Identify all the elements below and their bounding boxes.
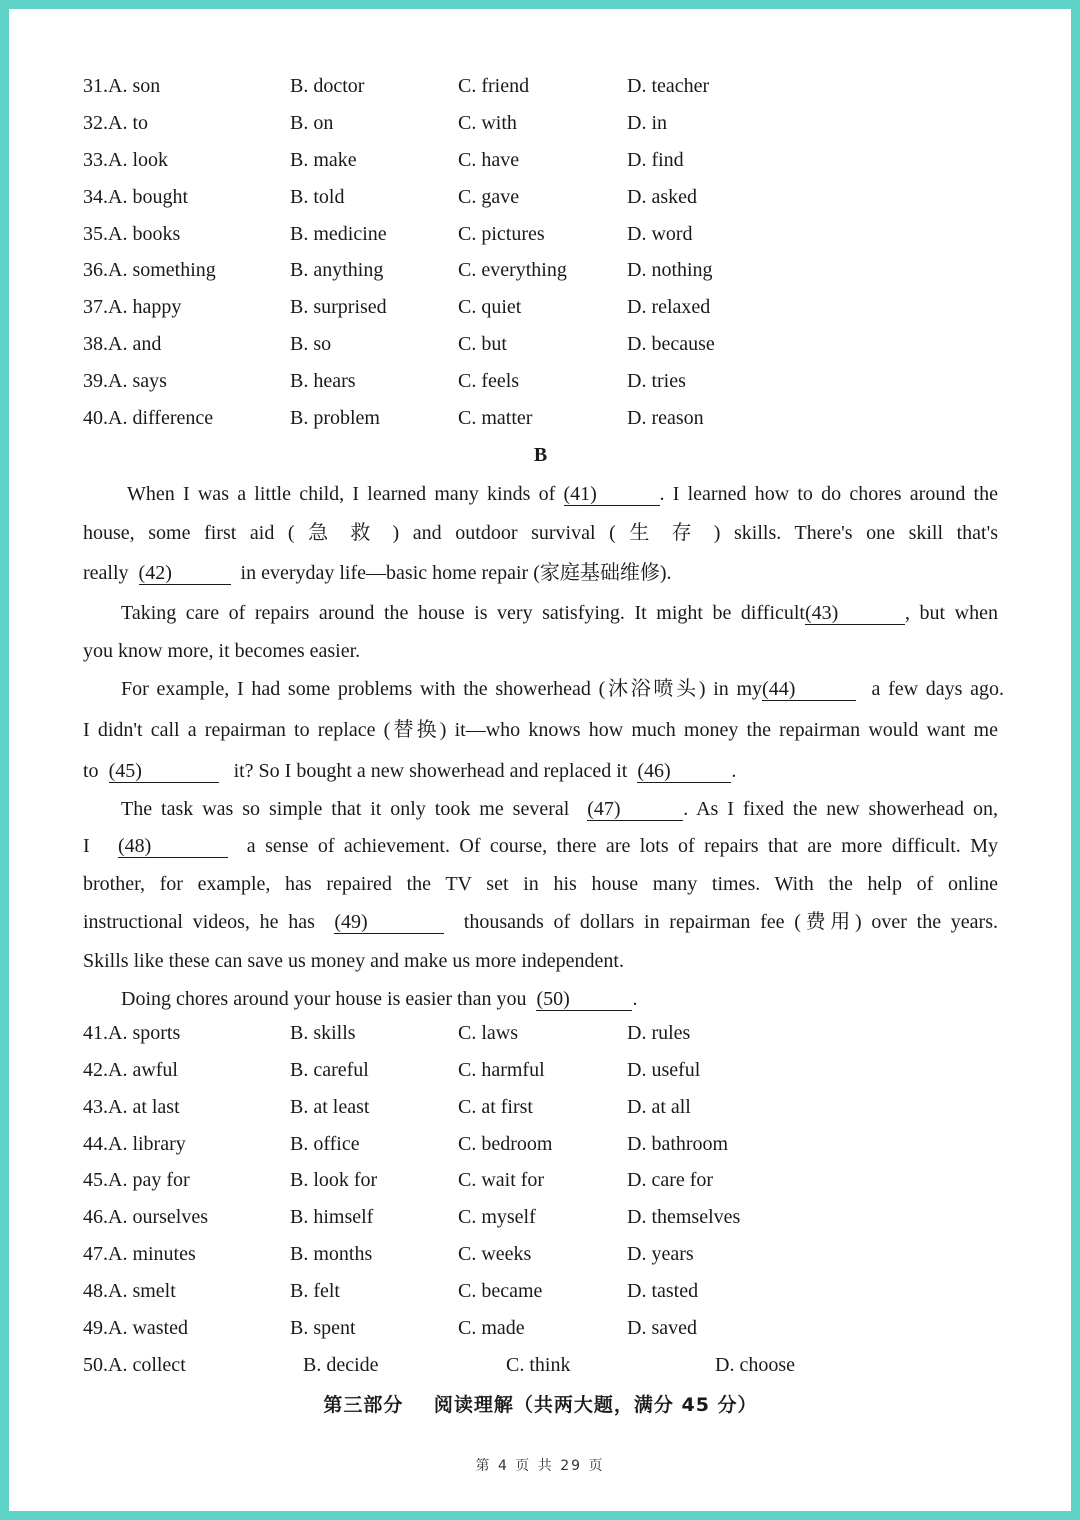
option-c: C. everything xyxy=(458,259,567,282)
option-c: C. at first xyxy=(458,1095,533,1118)
option-a: 47.A. minutes xyxy=(83,1243,196,1266)
option-row-39 xyxy=(83,365,998,402)
option-a: 44.A. library xyxy=(83,1132,186,1155)
passage-line: really (42) in everyday life—basic home repair (家庭基础维修). xyxy=(83,561,672,584)
option-c: C. quiet xyxy=(458,296,522,319)
option-c: C. with xyxy=(458,111,517,134)
option-b: B. himself xyxy=(290,1206,374,1229)
option-b: B. doctor xyxy=(290,75,365,97)
blank-43: (43) xyxy=(805,602,905,625)
option-row-48 xyxy=(83,1275,998,1312)
exam-page xyxy=(83,70,1005,1386)
option-b: B. spent xyxy=(290,1317,356,1340)
option-b: B. months xyxy=(290,1243,373,1266)
option-d: D. teacher xyxy=(627,75,710,97)
passage-line: house, some first aid ( 急 救 ) and outdoor survival ( 生 存 ) skills. There's one skill that's xyxy=(83,521,998,544)
option-b: B. careful xyxy=(290,1058,369,1081)
blank-49: (49) xyxy=(334,911,444,934)
option-c: C. gave xyxy=(458,185,520,208)
option-c: C. think xyxy=(506,1353,571,1376)
option-row-50 xyxy=(83,1349,998,1386)
option-a: 35.A. books xyxy=(83,222,181,245)
option-d: D. at all xyxy=(627,1095,691,1118)
option-b: B. surprised xyxy=(290,296,387,319)
option-row-36 xyxy=(83,254,998,291)
option-a: 39.A. says xyxy=(83,370,167,393)
option-c: C. harmful xyxy=(458,1058,545,1081)
option-a: 36.A. something xyxy=(83,259,216,282)
option-c: C. have xyxy=(458,148,520,171)
option-c: C. but xyxy=(458,333,507,356)
option-a: 43.A. at last xyxy=(83,1095,180,1118)
passage-line: I (48) a sense of achievement. Of course, there are lots of repairs that are more difficult. My xyxy=(83,834,998,857)
option-row-45 xyxy=(83,1164,998,1201)
passage-line: Skills like these can save us money and make us more independent. xyxy=(83,949,624,972)
option-d: D. relaxed xyxy=(627,296,711,319)
option-d: D. reason xyxy=(627,407,704,430)
option-c: C. friend xyxy=(458,75,530,97)
option-d: D. in xyxy=(627,111,667,134)
option-d: D. tasted xyxy=(627,1280,699,1303)
options-31-40 xyxy=(83,70,998,439)
option-row-38 xyxy=(83,328,998,365)
option-row-37 xyxy=(83,291,998,328)
option-b: B. look for xyxy=(290,1169,378,1192)
page-footer: 第 4 页 共 29 页 xyxy=(475,1458,605,1474)
option-a: 34.A. bought xyxy=(83,185,188,208)
option-c: C. made xyxy=(458,1317,525,1340)
option-b: B. office xyxy=(290,1132,360,1155)
option-d: D. tries xyxy=(627,370,686,393)
option-b: B. medicine xyxy=(290,222,387,245)
option-d: D. saved xyxy=(627,1317,697,1340)
section-b-title: B xyxy=(533,443,548,466)
passage xyxy=(83,475,1005,1017)
blank-47: (47) xyxy=(587,798,683,821)
option-b: B. decide xyxy=(303,1353,379,1376)
option-row-31 xyxy=(83,70,998,107)
option-b: B. on xyxy=(290,111,334,134)
option-b: B. so xyxy=(290,333,332,356)
passage-line: to (45) it? So I bought a new showerhead and replaced it (46) . xyxy=(83,759,737,782)
blank-44: (44) xyxy=(762,678,856,701)
option-c: C. wait for xyxy=(458,1169,545,1192)
option-a: 41.A. sports xyxy=(83,1021,181,1044)
option-d: D. choose xyxy=(715,1353,795,1376)
passage-line: instructional videos, he has (49) thousands of dollars in repairman fee (费用) over the years. xyxy=(83,910,998,933)
option-row-41 xyxy=(83,1017,998,1054)
passage-line: brother, for example, has repaired the TV set in his house many times. With the help of online xyxy=(83,872,998,895)
option-c: C. became xyxy=(458,1280,543,1303)
option-row-34 xyxy=(83,181,998,218)
passage-line: The task was so simple that it only took me several (47) . As I fixed the new showerhead on, xyxy=(121,797,999,820)
options-41-50 xyxy=(83,1017,998,1386)
blank-41: (41) xyxy=(564,483,660,506)
passage-line: Doing chores around your house is easier than you (50) . xyxy=(121,987,638,1010)
option-d: D. asked xyxy=(627,185,697,208)
option-b: B. make xyxy=(290,148,357,171)
blank-48: (48) xyxy=(118,835,228,858)
option-d: D. years xyxy=(627,1243,694,1266)
option-b: B. anything xyxy=(290,259,384,282)
option-row-44 xyxy=(83,1128,998,1165)
option-row-47 xyxy=(83,1238,998,1275)
option-c: C. feels xyxy=(458,370,520,393)
option-a: 37.A. happy xyxy=(83,296,182,319)
option-c: C. matter xyxy=(458,407,533,430)
blank-46: (46) xyxy=(637,760,731,783)
option-b: B. at least xyxy=(290,1095,370,1118)
option-d: D. find xyxy=(627,148,684,171)
passage-line: you know more, it becomes easier. xyxy=(83,639,361,662)
passage-line: Taking care of repairs around the house is very satisfying. It might be difficult(43) , but when xyxy=(121,601,998,624)
option-a: 40.A. difference xyxy=(83,407,214,430)
blank-42: (42) xyxy=(139,562,231,585)
option-c: C. bedroom xyxy=(458,1132,553,1155)
option-a: 49.A. wasted xyxy=(83,1317,188,1340)
option-row-33 xyxy=(83,144,998,181)
option-row-49 xyxy=(83,1312,998,1349)
option-a: 50.A. collect xyxy=(83,1353,186,1376)
option-row-42 xyxy=(83,1054,998,1091)
passage-line: I didn't call a repairman to replace (替换) it—who knows how much money the repairman would want me xyxy=(83,718,998,741)
option-a: 45.A. pay for xyxy=(83,1169,190,1192)
option-d: D. bathroom xyxy=(627,1132,729,1155)
option-a: 48.A. smelt xyxy=(83,1280,176,1303)
option-a: 33.A. look xyxy=(83,148,168,171)
option-b: B. told xyxy=(290,185,345,208)
option-c: C. laws xyxy=(458,1021,518,1044)
option-d: D. word xyxy=(627,222,693,245)
option-c: C. pictures xyxy=(458,222,545,245)
option-b: B. skills xyxy=(290,1021,356,1044)
blank-45: (45) xyxy=(109,760,219,783)
option-d: D. themselves xyxy=(627,1206,741,1229)
option-c: C. weeks xyxy=(458,1243,532,1266)
option-a: 38.A. and xyxy=(83,333,162,356)
option-a: 46.A. ourselves xyxy=(83,1206,208,1229)
passage-line: For example, I had some problems with the showerhead (沐浴喷头) in my(44) a few days ago. xyxy=(121,677,1005,700)
blank-50: (50) xyxy=(536,988,632,1011)
option-d: D. rules xyxy=(627,1021,691,1044)
option-row-46 xyxy=(83,1201,998,1238)
part-three-title: 第三部分 阅读理解（共两大题，满分 45 分） xyxy=(323,1394,758,1416)
option-b: B. problem xyxy=(290,407,380,430)
option-a: 42.A. awful xyxy=(83,1058,178,1081)
option-a: 31.A. son xyxy=(83,75,161,97)
option-row-43 xyxy=(83,1091,998,1128)
option-d: D. care for xyxy=(627,1169,714,1192)
option-b: B. hears xyxy=(290,370,356,393)
option-b: B. felt xyxy=(290,1280,340,1303)
option-row-35 xyxy=(83,218,998,255)
passage-line: When I was a little child, I learned many kinds of (41) . I learned how to do chores around the xyxy=(127,482,998,505)
option-d: D. nothing xyxy=(627,259,713,282)
option-d: D. useful xyxy=(627,1058,701,1081)
option-a: 32.A. to xyxy=(83,111,148,134)
option-row-32 xyxy=(83,107,998,144)
option-c: C. myself xyxy=(458,1206,536,1229)
option-row-40 xyxy=(83,402,998,439)
option-d: D. because xyxy=(627,333,715,356)
